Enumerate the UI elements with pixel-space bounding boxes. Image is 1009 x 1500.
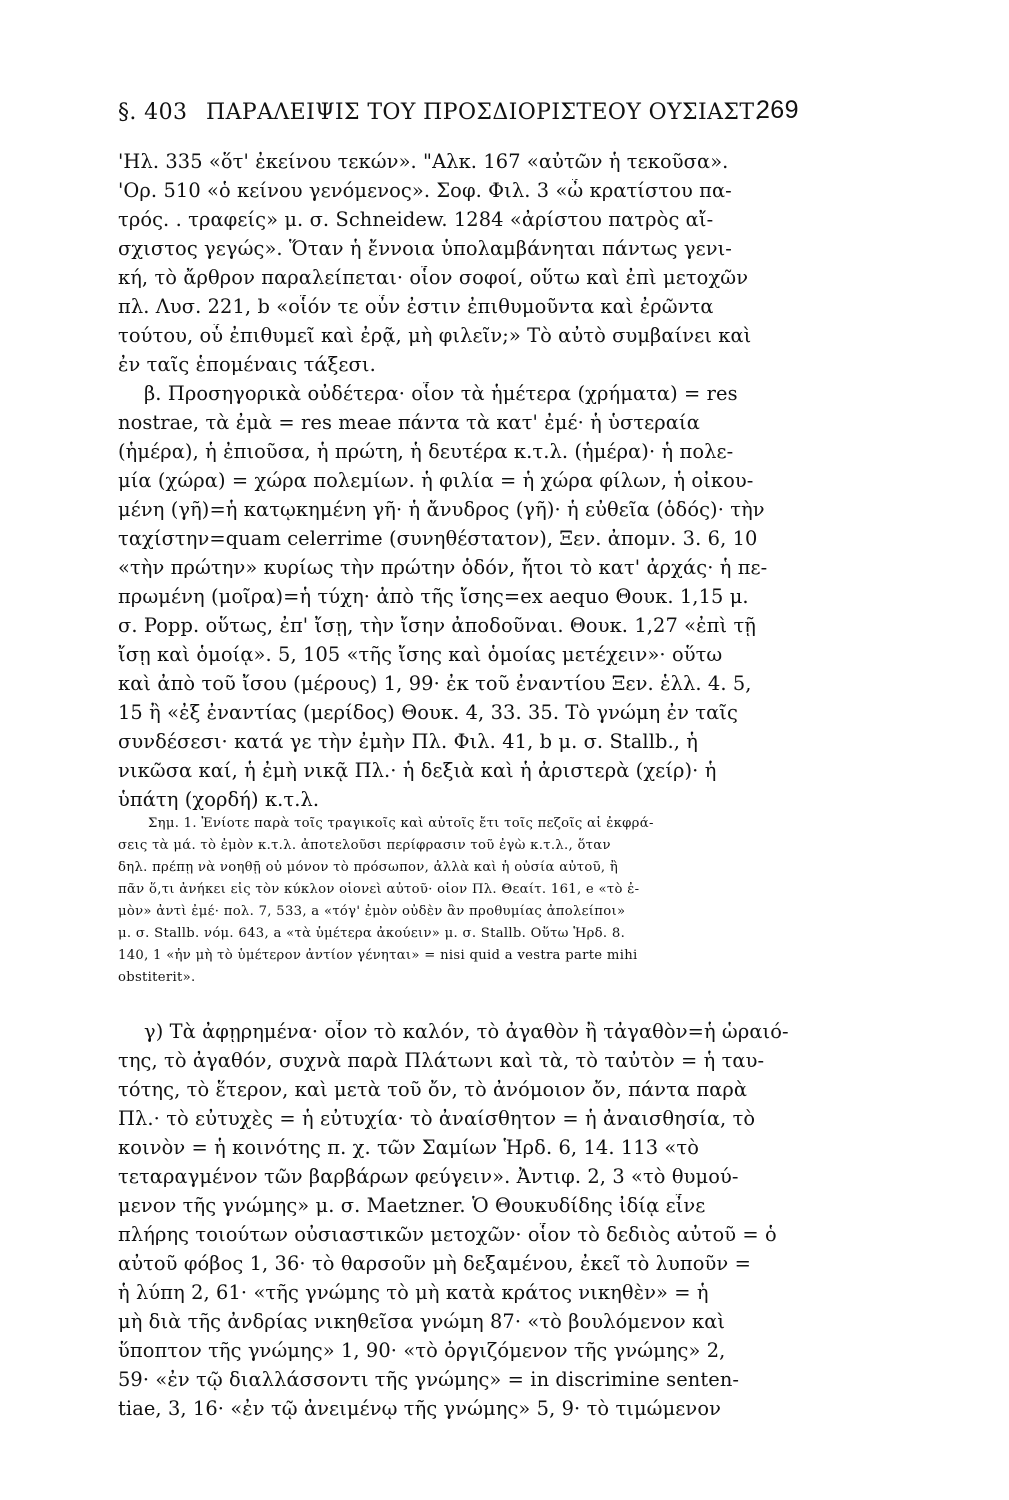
text-line: καὶ ἀπὸ τοῦ ἴσου (μέρους) 1, 99· ἐκ τοῦ ἐναντίου Ξεν. ἑλλ. 4. 5, bbox=[118, 672, 752, 695]
text-line: συνδέσεσι· κατά γε τὴν ἐμὴν Πλ. Φιλ. 41, b μ. σ. Stallb., ἡ bbox=[118, 730, 699, 753]
note-line: μὸν» ἀντὶ ἐμέ· πολ. 7, 533, a «τόγ' ἐμὸν οὐδὲν ἂν προθυμίας ἀπολείποι» bbox=[118, 904, 626, 919]
note-line: 140, 1 «ἦν μὴ τὸ ὑμέτερον ἀντίον γένηται» = nisi quid a vestra parte mihi bbox=[118, 948, 638, 963]
text-line: κή, τὸ ἄρθρον παραλείπεται· οἷον σοφοί, οὕτω καὶ ἐπὶ μετοχῶν bbox=[118, 266, 749, 289]
text-line: τότης, τὸ ἕτερον, καὶ μετὰ τοῦ ὄν, τὸ ἀνόμοιον ὄν, πάντα παρὰ bbox=[118, 1078, 748, 1101]
note-line: σεις τὰ μά. τὸ ἐμὸν κ.τ.λ. ἀποτελοῦσι περίφρασιν τοῦ ἐγὼ κ.τ.λ., ὅταν bbox=[118, 838, 611, 853]
text-line: ὕποπτον τῆς γνώμης» 1, 90· «τὸ ὀργιζόμενον τῆς γνώμης» 2, bbox=[118, 1339, 726, 1362]
note-line: obstiterit». bbox=[118, 970, 196, 985]
text-line: ὑπάτη (χορδή) κ.τ.λ. bbox=[118, 788, 320, 811]
text-line: αὐτοῦ φόβος 1, 36· τὸ θαρσοῦν μὴ δεξαμένου, ἐκεῖ τὸ λυποῦν = bbox=[118, 1252, 751, 1275]
text-line: 59· «ἐν τῷ διαλλάσσοντι τῆς γνώμης» = in discrimine senten- bbox=[118, 1368, 740, 1391]
note-line: πᾶν ὅ,τι ἀνήκει εἰς τὸν κύκλον οἱονεὶ αὐτοῦ· οἷον Πλ. Θεαίτ. 161, e «τὸ ἐ- bbox=[118, 882, 640, 897]
text-line: «τὴν πρώτην» κυρίως τὴν πρώτην ὁδόν, ἤτοι τὸ κατ' ἀρχάς· ἡ πε- bbox=[118, 556, 768, 579]
text-line: νικῶσα καί, ἡ ἐμὴ νικᾷ Πλ.· ἡ δεξιὰ καὶ ἡ ἀριστερὰ (χείρ)· ἡ bbox=[118, 759, 717, 782]
text-line: (ἡμέρα), ἡ ἐπιοῦσα, ἡ πρώτη, ἡ δευτέρα κ.τ.λ. (ἡμέρα)· ἡ πολε- bbox=[118, 440, 734, 463]
text-line: μένη (γῆ)=ἡ κατῳκημένη γῆ· ἡ ἄνυδρος (γῆ)· ἡ εὐθεῖα (ὁδός)· τὴν bbox=[118, 498, 765, 521]
running-header bbox=[118, 96, 818, 132]
text-line: πλ. Λυσ. 221, b «οἷόν τε οὖν ἐστιν ἐπιθυμοῦντα καὶ ἐρῶντα bbox=[118, 295, 714, 318]
text-line: β. Προσηγορικὰ οὐδέτερα· οἷον τὰ ἡμέτερα (χρήματα) = res bbox=[144, 382, 738, 405]
text-line: 'Ορ. 510 «ὁ κείνου γενόμενος». Σοφ. Φιλ. 3 «ὦ κρατίστου πα- bbox=[118, 179, 732, 202]
text-line: μία (χώρα) = χώρα πολεμίων. ἡ φιλία = ἡ χώρα φίλων, ἡ οἰκου- bbox=[118, 469, 754, 492]
section-number: §. 403 bbox=[118, 100, 188, 125]
text-line: ταχίστην=quam celerrime (συνηθέστατον), Ξεν. ἀπομν. 3. 6, 10 bbox=[118, 527, 758, 550]
text-line: 'Ηλ. 335 «ὅτ' ἐκείνου τεκών». "Αλκ. 167 «αὐτῶν ἡ τεκοῦσα». bbox=[118, 150, 729, 173]
text-line: γ) Τὰ ἀφῃρημένα· οἷον τὸ καλόν, τὸ ἀγαθὸν ἢ τἀγαθὸν=ἡ ὡραιό- bbox=[144, 1020, 789, 1043]
text-line: nostrae, τὰ ἐμὰ = res meae πάντα τὰ κατ' ἐμέ· ἡ ὑστεραία bbox=[118, 411, 700, 434]
text-line: σχιστος γεγώς». Ὅταν ἡ ἔννοια ὑπολαμβάνηται πάντως γενι- bbox=[118, 237, 732, 260]
text-line: πρωμένη (μοῖρα)=ἡ τύχη· ἀπὸ τῆς ἴσης=ex aequo Θουκ. 1,15 μ. bbox=[118, 585, 749, 608]
note-line: δηλ. πρέπῃ νὰ νοηθῇ οὐ μόνον τὸ πρόσωπον, ἀλλὰ καὶ ἡ οὐσία αὐτοῦ, ἢ bbox=[118, 860, 619, 875]
page-number: 269 bbox=[756, 96, 799, 124]
text-line: ἴσῃ καὶ ὁμοίᾳ». 5, 105 «τῆς ἴσης καὶ ὁμοίας μετέχειν»· οὕτω bbox=[118, 643, 723, 666]
text-line: tiae, 3, 16· «ἐν τῷ ἀνειμένῳ τῆς γνώμης» 5, 9· τὸ τιμώμενον bbox=[118, 1397, 721, 1420]
text-line: πλήρης τοιούτων οὐσιαστικῶν μετοχῶν· οἷον τὸ δεδιὸς αὐτοῦ = ὁ bbox=[118, 1223, 777, 1246]
text-line: μὴ διὰ τῆς ἀνδρίας νικηθεῖσα γνώμη 87· «τὸ βουλόμενον καὶ bbox=[118, 1310, 726, 1333]
note-line: Σημ. 1. Ἐνίοτε παρὰ τοῖς τραγικοῖς καὶ αὐτοῖς ἔτι τοῖς πεζοῖς αἱ ἐκφρά- bbox=[148, 816, 654, 831]
text-line: σ. Popp. οὕτως, ἐπ' ἴσῃ, τὴν ἴσην ἀποδοῦναι. Θουκ. 1,27 «ἐπὶ τῇ bbox=[118, 614, 757, 637]
text-line: τούτου, οὗ ἐπιθυμεῖ καὶ ἐρᾷ, μὴ φιλεῖν;» Τὸ αὐτὸ συμβαίνει καὶ bbox=[118, 324, 752, 347]
text-line: τεταραγμένον τῶν βαρβάρων φεύγειν». Ἀντιφ. 2, 3 «τὸ θυμού- bbox=[118, 1165, 739, 1188]
text-line: 15 ἢ «ἐξ ἐναντίας (μερίδος) Θουκ. 4, 33. 35. Τὸ γνώμη ἐν ταῖς bbox=[118, 701, 738, 724]
text-line: της, τὸ ἀγαθόν, συχνὰ παρὰ Πλάτωνι καὶ τὰ, τὸ ταὐτὸν = ἡ ταυ- bbox=[118, 1049, 765, 1072]
text-line: ἐν ταῖς ἑπομέναις τάξεσι. bbox=[118, 353, 376, 376]
text-line: μενον τῆς γνώμης» μ. σ. Maetzner. Ὁ Θουκυδίδης ἰδίᾳ εἶνε bbox=[118, 1194, 706, 1217]
text-line: τρός. . τραφείς» μ. σ. Schneidew. 1284 «ἀρίστου πατρὸς αἴ- bbox=[118, 208, 714, 231]
note-line: μ. σ. Stallb. νόμ. 643, a «τὰ ὑμέτερα ἀκούειν» μ. σ. Stallb. Οὕτω Ἡρδ. 8. bbox=[118, 926, 626, 941]
text-line: κοινὸν = ἡ κοινότης π. χ. τῶν Σαμίων Ἡρδ. 6, 14. 113 «τὸ bbox=[118, 1136, 699, 1159]
text-line: Πλ.· τὸ εὐτυχὲς = ἡ εὐτυχία· τὸ ἀναίσθητον = ἡ ἀναισθησία, τὸ bbox=[118, 1107, 756, 1130]
text-line: ἡ λύπη 2, 61· «τῆς γνώμης τὸ μὴ κατὰ κράτος νικηθὲν» = ἡ bbox=[118, 1281, 709, 1304]
running-title: ΠΑΡΑΛΕΙΨΙΣ ΤΟΥ ΠΡΟΣΔΙΟΡΙΣΤΕΟΥ ΟΥΣΙΑΣΤ. bbox=[206, 100, 762, 125]
